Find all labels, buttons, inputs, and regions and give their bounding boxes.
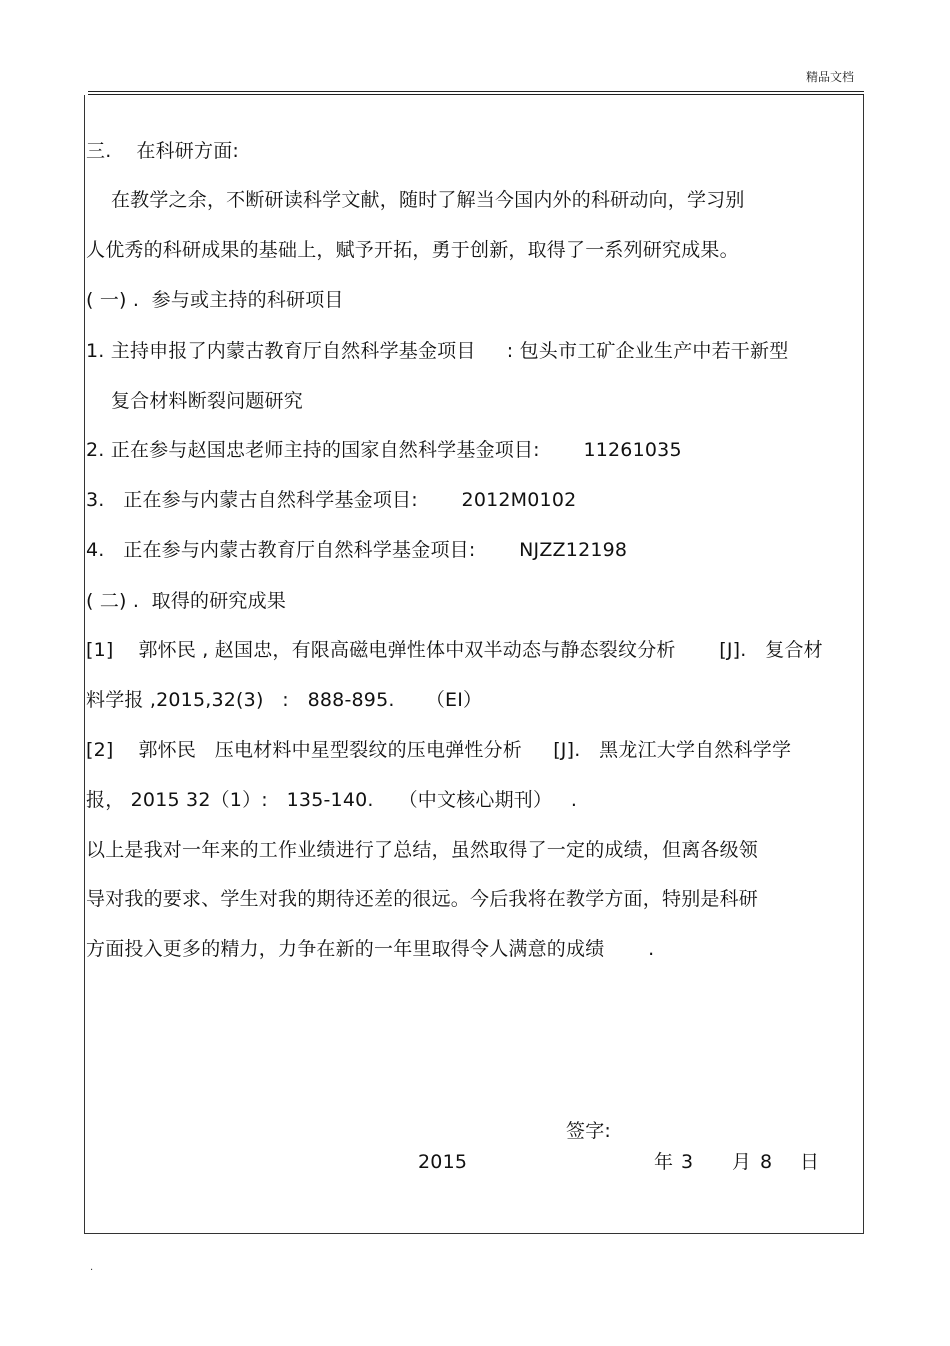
date-year-unit: 年 [654, 1151, 674, 1173]
project-item: 复合材料断裂问题研究 [86, 390, 303, 412]
result-item: [2] 郭怀民 压电材料中星型裂纹的压电弹性分析 [J]. 黑龙江大学自然科学学 [86, 739, 792, 761]
intro-line: 人优秀的科研成果的基础上，赋予开拓，勇于创新，取得了一系列研究成果。 [86, 239, 739, 261]
footer-mark: . [90, 1262, 94, 1273]
header-label: 精品文档 [805, 70, 854, 84]
summary-line: 以上是我对一年来的工作业绩进行了总结，虽然取得了一定的成绩，但离各级领 [86, 839, 759, 861]
intro-line: 在教学之余，不断研读科学文献，随时了解当今国内外的科研动向，学习别 [86, 189, 745, 211]
subsection-title-projects: ( 一) . 参与或主持的科研项目 [86, 289, 344, 311]
date-month-unit: 月 [732, 1151, 752, 1173]
date-year: 2015 [418, 1151, 468, 1173]
section-title: 三. 在科研方面: [86, 140, 239, 162]
project-item: 3. 正在参与内蒙古自然科学基金项目: 2012M0102 [86, 489, 577, 511]
summary-line: 方面投入更多的精力，力争在新的一年里取得令人满意的成绩 . [86, 938, 655, 960]
header-rule [88, 91, 864, 92]
project-item: 2. 正在参与赵国忠老师主持的国家自然科学基金项目: 11261035 [86, 439, 682, 461]
project-item: 1. 主持申报了内蒙古教育厅自然科学基金项目 : 包头市工矿企业生产中若干新型 [86, 340, 789, 362]
signature-label: 签字: [566, 1120, 612, 1142]
content-frame [84, 95, 864, 1234]
result-item: 料学报 ,2015,32(3) : 888-895. （EI） [86, 689, 483, 711]
date-month: 3 [681, 1151, 694, 1173]
subsection-title-results: ( 二) . 取得的研究成果 [86, 590, 287, 612]
result-item: [1] 郭怀民 , 赵国忠，有限高磁电弹性体中双半动态与静态裂纹分析 [J]. 复合材 [86, 639, 823, 661]
summary-line: 导对我的要求、学生对我的期待还差的很远。今后我将在教学方面，特别是科研 [86, 888, 759, 910]
date-day: 8 [760, 1151, 773, 1173]
date-day-unit: 日 [800, 1151, 820, 1173]
project-item: 4. 正在参与内蒙古教育厅自然科学基金项目: NJZZ12198 [86, 539, 628, 561]
result-item: 报， 2015 32（1）: 135-140. （中文核心期刊） . [86, 789, 578, 811]
